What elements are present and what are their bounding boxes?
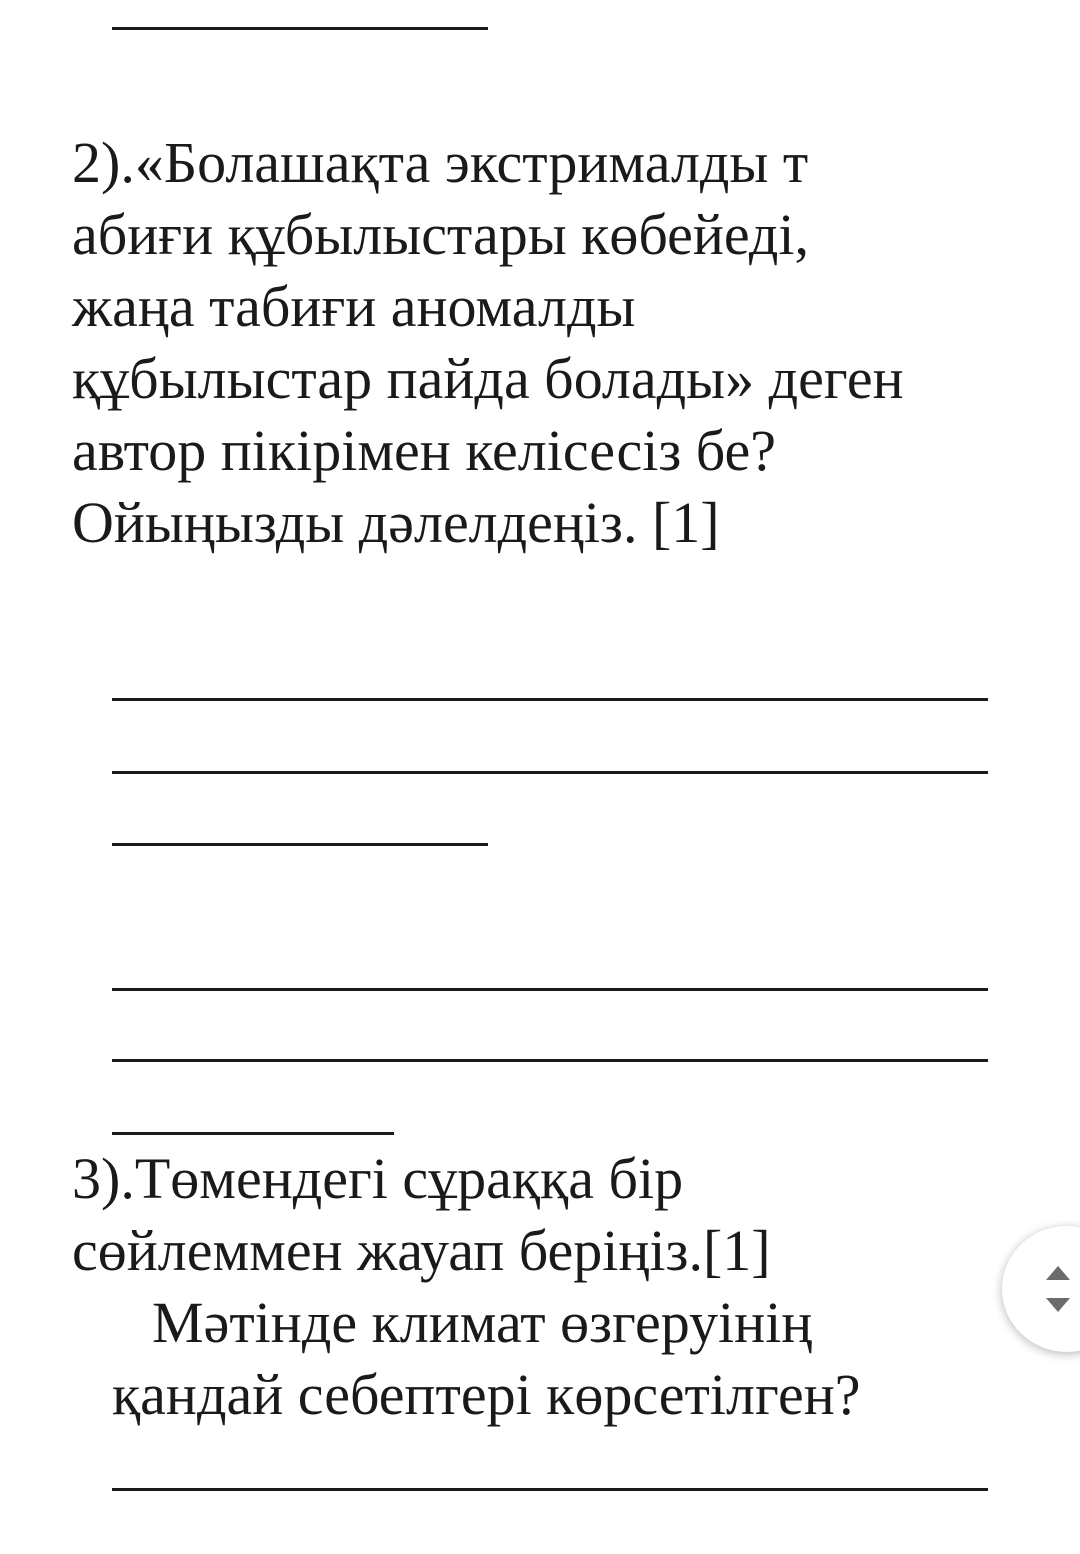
- question-3-line: 3).Төмендегі сұраққа бір: [72, 1146, 684, 1211]
- answer-line: [112, 988, 988, 991]
- answer-line: [112, 1132, 394, 1135]
- answer-line: [112, 843, 488, 846]
- answer-line: [112, 1488, 988, 1491]
- question-3-line: қандай себептері көрсетілген?: [112, 1362, 861, 1427]
- question-2-line: автор пікірімен келісесіз бе?: [72, 418, 776, 483]
- page-scroll-widget[interactable]: [1002, 1226, 1080, 1352]
- answer-line: [112, 771, 988, 774]
- question-2-line: Ойыңызды дәлелдеңіз. [1]: [72, 490, 720, 555]
- question-2-line: жаңа табиғи аномалды: [72, 274, 636, 339]
- triangle-up-icon[interactable]: [1046, 1266, 1070, 1280]
- question-3-line: сөйлеммен жауап беріңіз.[1]: [72, 1218, 771, 1283]
- question-3-line: Мәтінде климат өзгеруінің: [152, 1290, 813, 1355]
- answer-line: [112, 1059, 988, 1062]
- question-2-line: 2).«Болашақта экстрималды т: [72, 130, 809, 195]
- answer-line: [112, 27, 488, 30]
- answer-line: [112, 698, 988, 701]
- triangle-down-icon[interactable]: [1046, 1298, 1070, 1312]
- question-2-line: құбылыстар пайда болады» деген: [72, 346, 904, 411]
- question-2-line: абиғи құбылыстары көбейеді,: [72, 202, 810, 267]
